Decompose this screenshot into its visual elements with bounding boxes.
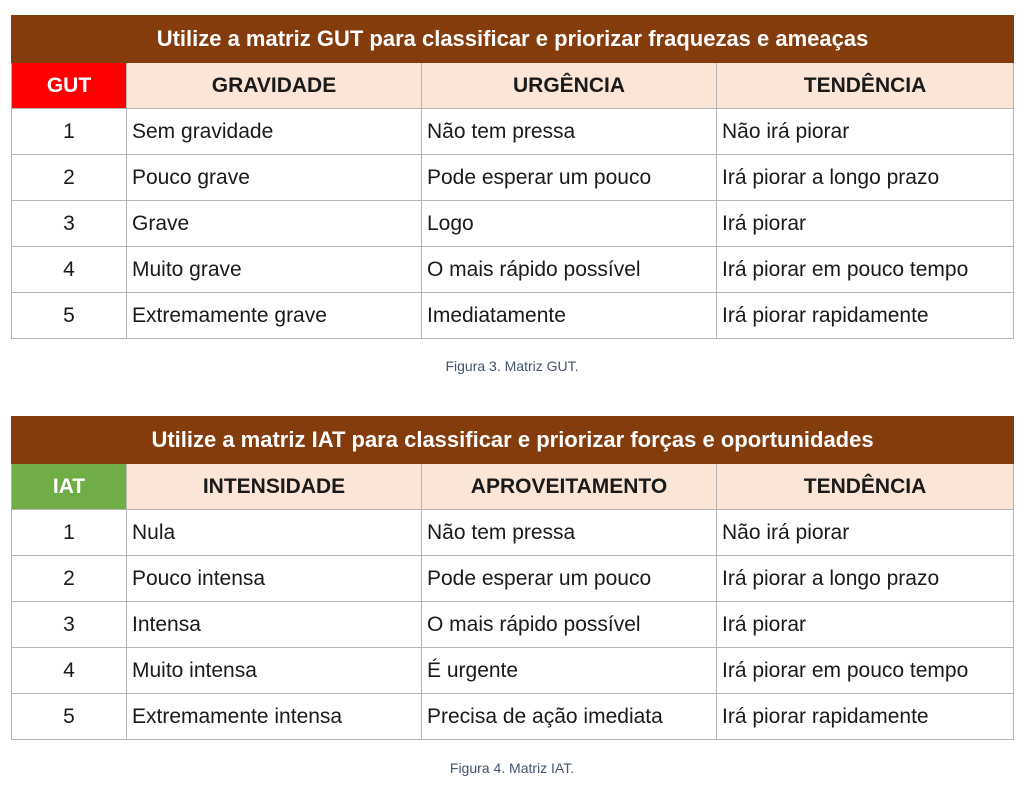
urgencia-cell: Pode esperar um pouco (422, 155, 717, 201)
iat-figure-caption: Figura 4. Matriz IAT. (449, 760, 575, 776)
table-row (12, 109, 1014, 155)
intensidade-cell: Intensa (127, 602, 422, 648)
aproveitamento-cell: É urgente (422, 648, 717, 694)
gut-matrix-table (11, 15, 1014, 339)
table-row (12, 694, 1014, 740)
iat-header-aproveitamento: APROVEITAMENTO (422, 464, 717, 510)
gut-header-urgencia: URGÊNCIA (422, 63, 717, 109)
tendencia-cell: Irá piorar em pouco tempo (717, 648, 1014, 694)
gut-title-row (12, 16, 1014, 63)
intensidade-cell: Nula (127, 510, 422, 556)
gravidade-cell: Pouco grave (127, 155, 422, 201)
tendencia-cell: Irá piorar (717, 602, 1014, 648)
urgencia-cell: Imediatamente (422, 293, 717, 339)
tendencia-cell: Irá piorar a longo prazo (717, 556, 1014, 602)
gut-figure-caption: Figura 3. Matriz GUT. (445, 358, 579, 374)
intensidade-cell: Muito intensa (127, 648, 422, 694)
gravidade-cell: Extremamente grave (127, 293, 422, 339)
row-number: 4 (12, 648, 127, 694)
row-number: 1 (12, 510, 127, 556)
row-number: 4 (12, 247, 127, 293)
gut-header-row (12, 63, 1014, 109)
gravidade-cell: Grave (127, 201, 422, 247)
intensidade-cell: Pouco intensa (127, 556, 422, 602)
row-number: 2 (12, 556, 127, 602)
table-row (12, 648, 1014, 694)
tendencia-cell: Irá piorar a longo prazo (717, 155, 1014, 201)
table-row (12, 602, 1014, 648)
row-number: 3 (12, 201, 127, 247)
tendencia-cell: Irá piorar rapidamente (717, 694, 1014, 740)
urgencia-cell: Não tem pressa (422, 109, 717, 155)
table-row (12, 510, 1014, 556)
gut-title: Utilize a matriz GUT para classificar e priorizar fraquezas e ameaças (12, 16, 1014, 63)
table-row (12, 155, 1014, 201)
iat-header-intensidade: INTENSIDADE (127, 464, 422, 510)
aproveitamento-cell: Pode esperar um pouco (422, 556, 717, 602)
intensidade-cell: Extremamente intensa (127, 694, 422, 740)
gut-header-tendencia: TENDÊNCIA (717, 63, 1014, 109)
urgencia-cell: O mais rápido possível (422, 247, 717, 293)
tendencia-cell: Irá piorar (717, 201, 1014, 247)
gut-header-gravidade: GRAVIDADE (127, 63, 422, 109)
table-row (12, 556, 1014, 602)
aproveitamento-cell: O mais rápido possível (422, 602, 717, 648)
row-number: 2 (12, 155, 127, 201)
gravidade-cell: Muito grave (127, 247, 422, 293)
aproveitamento-cell: Não tem pressa (422, 510, 717, 556)
iat-title: Utilize a matriz IAT para classificar e priorizar forças e oportunidades (12, 417, 1014, 464)
row-number: 5 (12, 694, 127, 740)
iat-matrix-table (11, 416, 1014, 740)
table-row (12, 247, 1014, 293)
iat-title-row (12, 417, 1014, 464)
table-row (12, 293, 1014, 339)
row-number: 3 (12, 602, 127, 648)
iat-header-row (12, 464, 1014, 510)
gut-header-key: GUT (12, 63, 127, 109)
tendencia-cell: Irá piorar rapidamente (717, 293, 1014, 339)
table-row (12, 201, 1014, 247)
iat-header-key: IAT (12, 464, 127, 510)
row-number: 5 (12, 293, 127, 339)
row-number: 1 (12, 109, 127, 155)
iat-header-tendencia: TENDÊNCIA (717, 464, 1014, 510)
tendencia-cell: Não irá piorar (717, 109, 1014, 155)
urgencia-cell: Logo (422, 201, 717, 247)
tendencia-cell: Não irá piorar (717, 510, 1014, 556)
tendencia-cell: Irá piorar em pouco tempo (717, 247, 1014, 293)
gravidade-cell: Sem gravidade (127, 109, 422, 155)
aproveitamento-cell: Precisa de ação imediata (422, 694, 717, 740)
